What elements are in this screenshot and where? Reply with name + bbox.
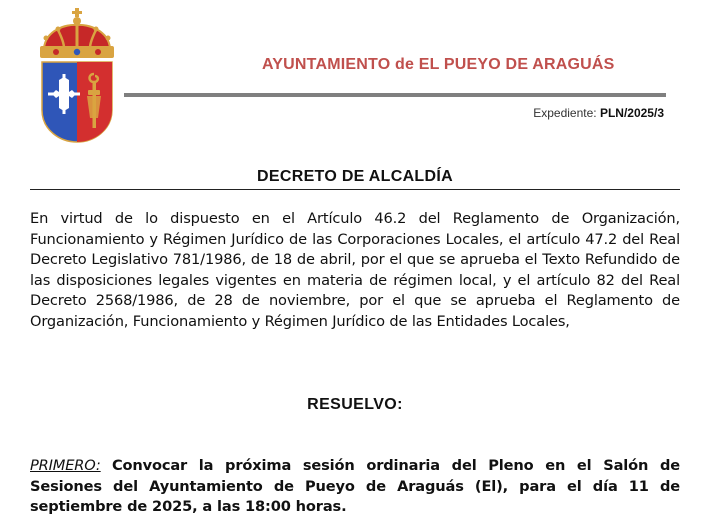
primero-label: PRIMERO: [30,457,101,474]
primero-paragraph [30,456,680,518]
expediente-value: PLN/2025/3 [599,106,664,120]
expediente-reference [533,106,664,120]
header-divider [124,93,666,97]
title-underline [30,189,680,190]
resuelvo-heading: RESUELVO: [307,396,403,413]
organization-title: AYUNTAMIENTO de EL PUEYO DE ARAGUÁS [262,56,615,73]
document-title: DECRETO DE ALCALDÍA [257,168,453,185]
primero-text: Convocar la próxima sesión ordinaria del Pleno en el Salón de Sesiones del Ayuntamiento de Pueyo de Araguás (El), para el día 11 de septiembre de 2025, a las 18:00 horas. [30,457,680,515]
coat-of-arms-icon [36,8,118,144]
expediente-label: Expediente: [533,106,597,120]
intro-paragraph: En virtud de lo dispuesto en el Artículo 46.2 del Reglamento de Organización, Funcionamiento y Régimen Jurídico de las Corporaciones Locales, el artículo 47.2 del Real Decreto Legislativo 781/1986, de 18 de abril, por el que se aprueba el Texto Refundido de las disposiciones legales vigentes en materia de régimen local, y el artículo 82 del Real Decreto 2568/1986, de 28 de noviembre, por el que se aprueba el Reglamento de Organización, Funcionamiento y Régimen Jurídico de las Entidades Locales, [30,210,680,330]
